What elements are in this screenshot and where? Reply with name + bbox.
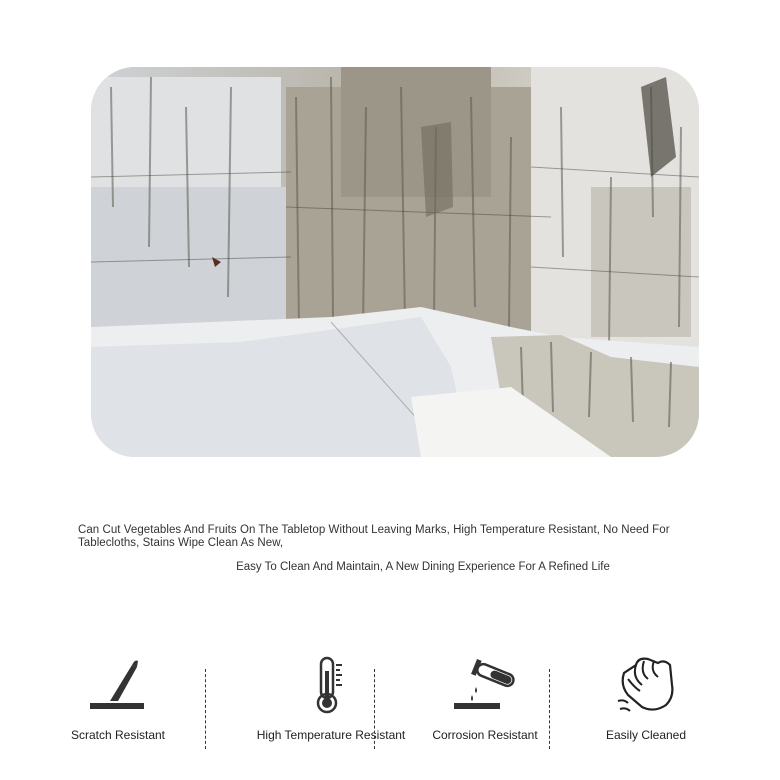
feature-clean (561, 650, 731, 742)
description-line-2: Easy To Clean And Maintain, A New Dining Experience For A Refined Life (236, 561, 610, 573)
hand-wipe-icon (561, 650, 731, 720)
feature-label: Scratch Resistant (70, 728, 166, 742)
feature-label: High Temperature Resistant (256, 728, 406, 742)
feature-label: Easily Cleaned (605, 728, 687, 742)
feature-scratch (33, 650, 203, 742)
marble-quarry-image (91, 67, 699, 457)
description-line-1: Can Cut Vegetables And Fruits On The Tabletop Without Leaving Marks, High Temperature Resistant, No Need For Tablecloths, Stains Wipe Clean As New, (78, 524, 670, 549)
feature-label: Corrosion Resistant (432, 728, 538, 742)
test-tube-icon (400, 650, 570, 720)
feature-divider (374, 669, 375, 749)
feature-corrosion (400, 650, 570, 742)
feature-divider (205, 669, 206, 749)
knife-scratch-icon (33, 650, 203, 720)
thermometer-icon (246, 650, 416, 720)
features-row (0, 650, 780, 760)
feature-temperature (246, 650, 416, 742)
feature-divider (549, 669, 550, 749)
